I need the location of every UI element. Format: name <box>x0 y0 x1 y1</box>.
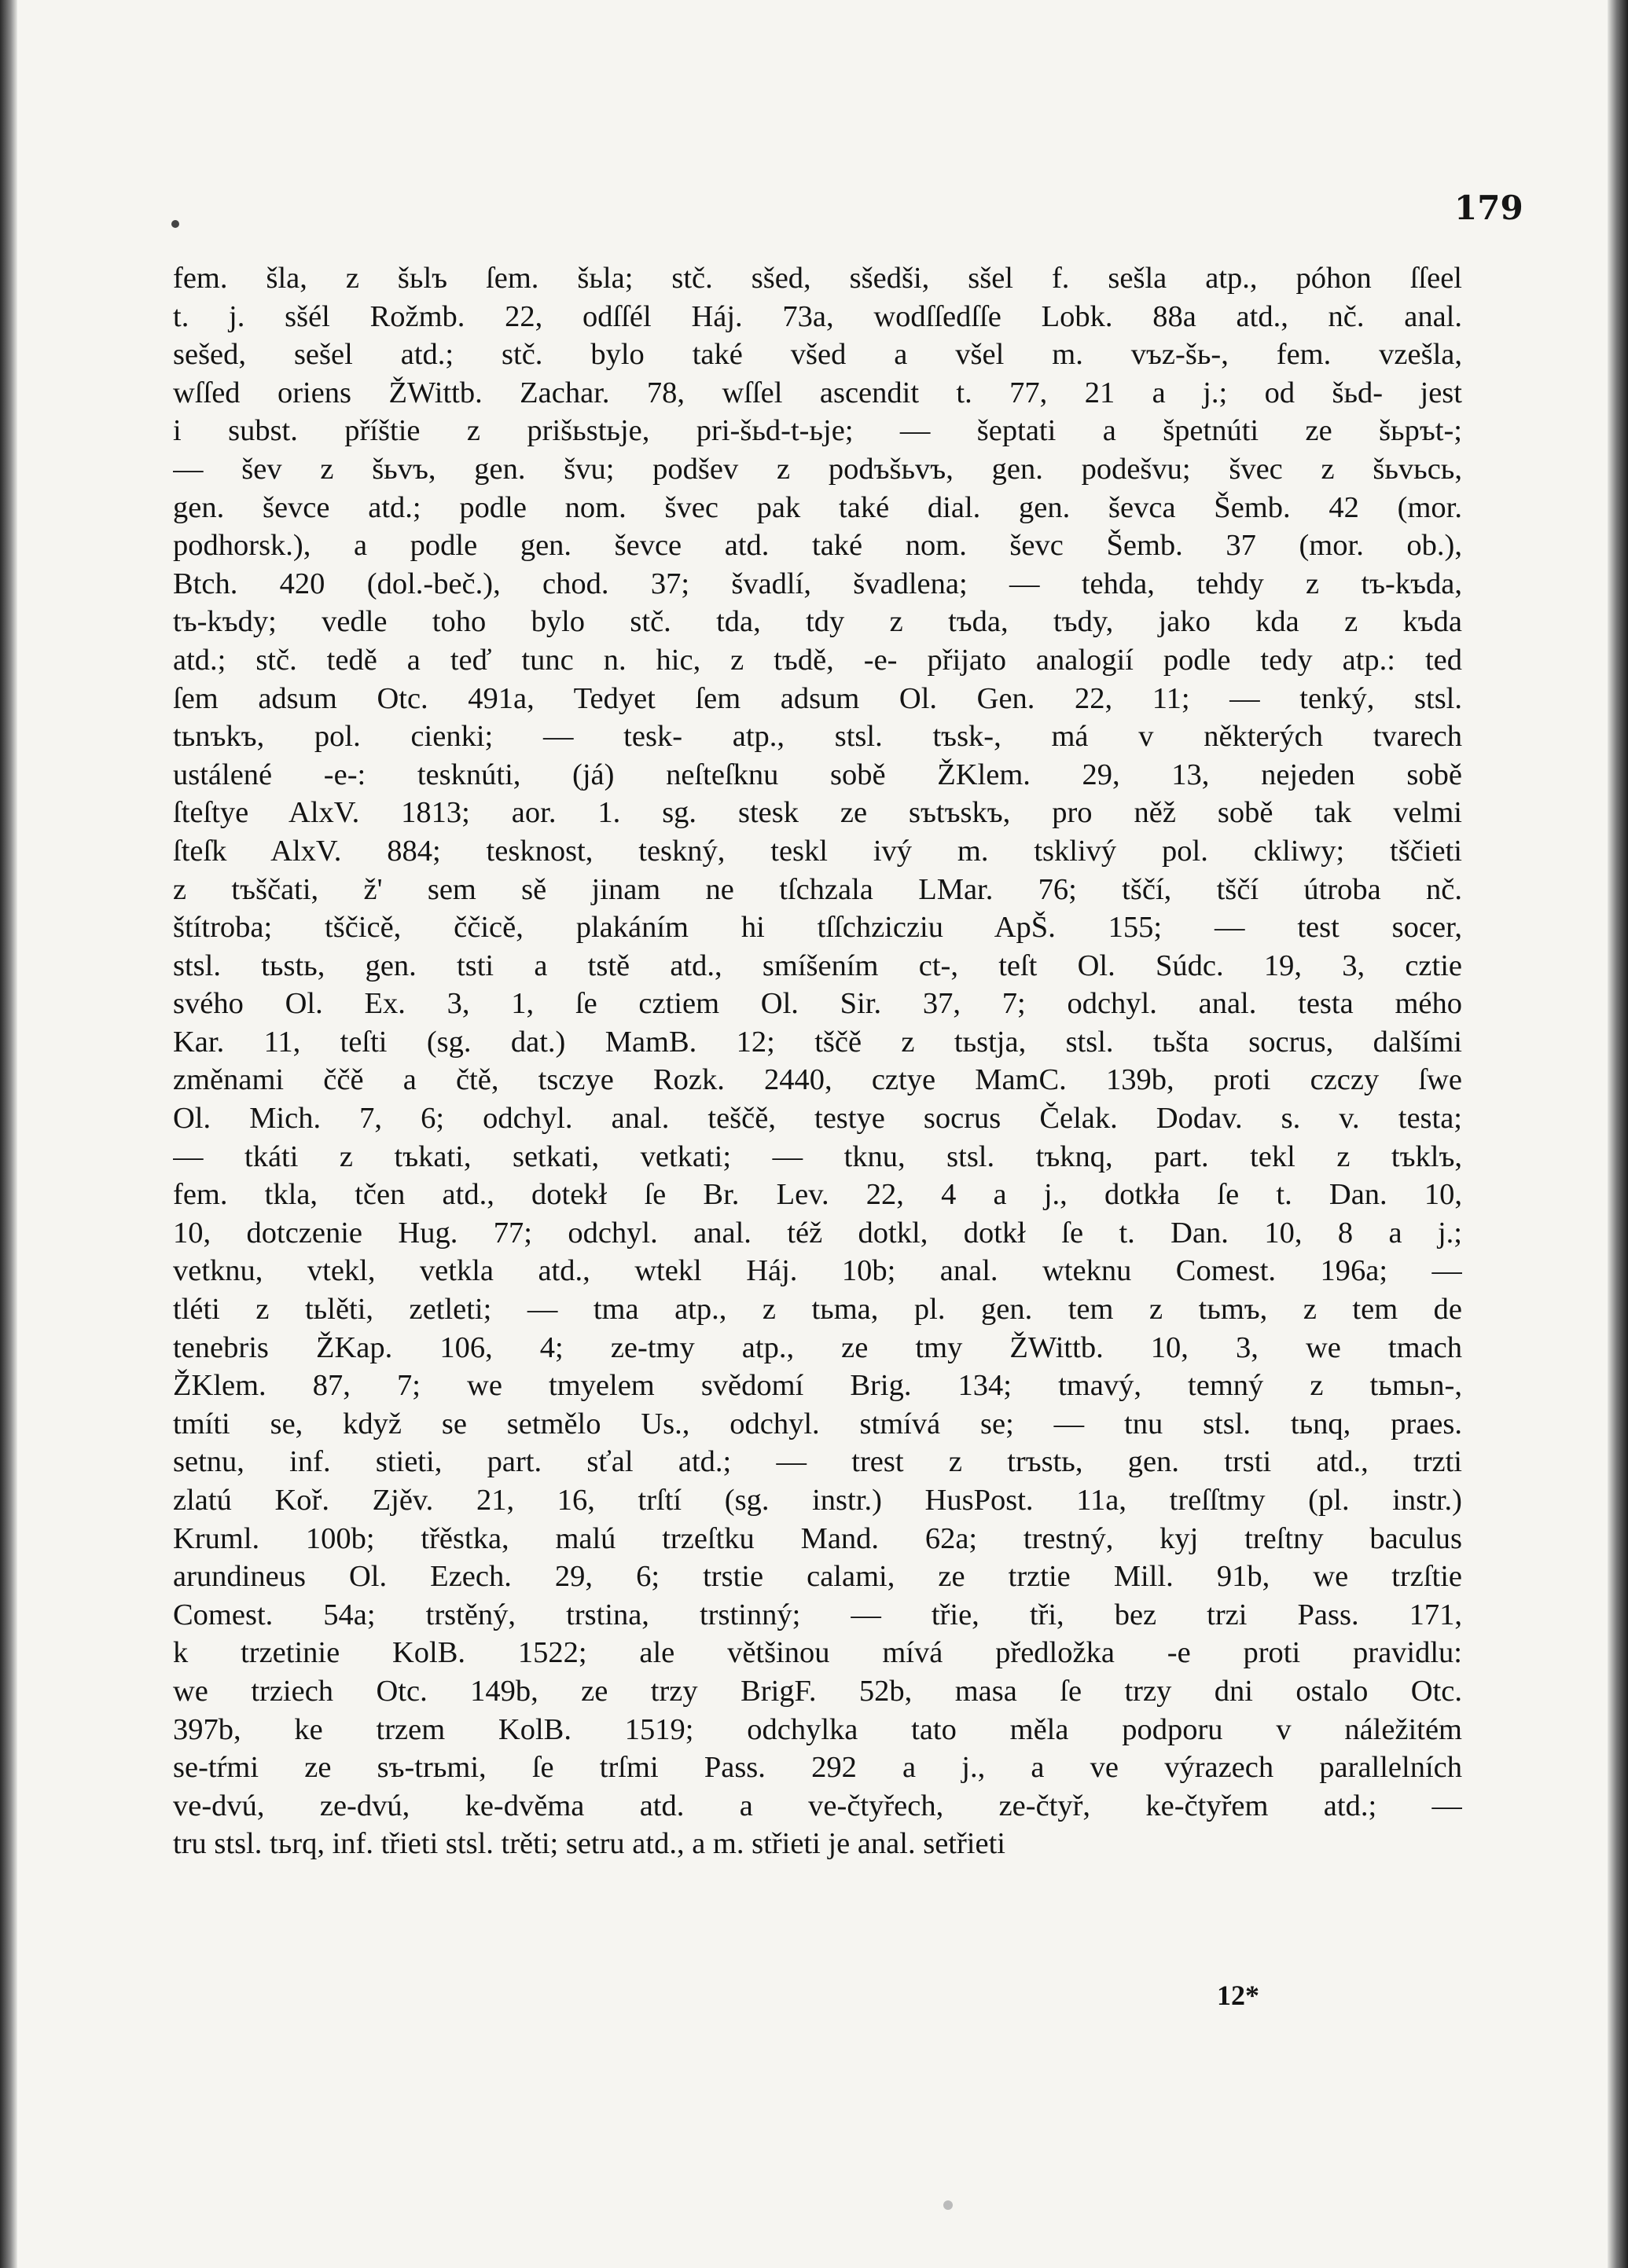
text-line: štítroba; tščicě, ččicě, plakáním hi tſſchzicziu ApŠ. 155; — test socer, <box>173 911 1462 945</box>
text-line: Comest. 54a; trstěný, trstina, trstinný; — třie, tři, bez trzi Pass. 171, <box>173 1598 1462 1631</box>
text-line: tléti z tьlěti, zetleti; — tma atp., z tьma, pl. gen. tem z tьmъ, z tem de <box>173 1293 1462 1327</box>
text-line: tenebris ŽKap. 106, 4; ze-tmy atp., ze tmy ŽWittb. 10, 3, we tmach <box>173 1330 1462 1364</box>
text-line: ve-dvú, ze-dvú, ke-dvěma atd. a ve-čtyřech, ze-čtyř, ke-čtyřem atd.; — <box>173 1789 1462 1822</box>
text-line: wſſed oriens ŽWittb. Zachar. 78, wſſel ascendit t. 77, 21 a j.; od šьd- jest <box>173 376 1462 409</box>
scan-edge-left <box>0 0 17 2268</box>
text-line: fem. šla, z šьlъ ſem. šьla; stč. sšed, sšedši, sšel f. sešla atp., póhon ſſeel <box>173 262 1462 295</box>
text-line: podhorsk.), a podle gen. ševce atd. také nom. ševc Šemb. 37 (mor. ob.), <box>173 529 1462 563</box>
text-line: gen. ševce atd.; podle nom. švec pak také dial. gen. ševca Šemb. 42 (mor. <box>173 490 1462 524</box>
ink-speck <box>171 220 179 228</box>
text-line: se-tŕmi ze sъ-trьmi, ſe trſmi Pass. 292 a j., a ve výrazech parallelních <box>173 1751 1462 1785</box>
text-line: tru stsl. tьrq, inf. třieti stsl. trěti; setru atd., a m. střieti je anal. setřieti <box>173 1827 1005 1861</box>
text-line: Ol. Mich. 7, 6; odchyl. anal. teščě, testye socrus Čelak. Dodav. s. v. testa; <box>173 1102 1462 1136</box>
text-line: ſteſk AlxV. 884; tesknost, teskný, teskl ivý m. tsklivý pol. ckliwy; tščieti <box>173 834 1462 868</box>
text-line: svého Ol. Ex. 3, 1, ſe cztiem Ol. Sir. 37, 7; odchyl. anal. testa mého <box>173 987 1462 1021</box>
text-line: 10, dotczenie Hug. 77; odchyl. anal. též dotkl, dotkł ſe t. Dan. 10, 8 a j.; <box>173 1216 1462 1250</box>
page-number: 179 <box>1454 189 1523 227</box>
text-line: Btch. 420 (dol.-beč.), chod. 37; švadlí, švadlena; — tehda, tehdy z tъ-kъda, <box>173 567 1462 600</box>
text-line: atd.; stč. tedě a teď tunc n. hic, z tъdě, -e- přijato analogií podle tedy atp.: ted <box>173 643 1462 677</box>
text-line: — tkáti z tъkati, setkati, vetkati; — tknu, stsl. tъknq, part. tekl z tъklъ, <box>173 1140 1462 1173</box>
printer-signature: 12* <box>1217 1980 1259 2011</box>
text-line: změnami ččě a čtě, tsczye Rozk. 2440, cztye MamC. 139b, proti czczy ſwe <box>173 1063 1462 1097</box>
text-line: z tъščati, ž' sem sě jinam ne tſchzala LMar. 76; tščí, tščí útroba nč. <box>173 872 1462 906</box>
text-line: ſteſtye AlxV. 1813; aor. 1. sg. stesk ze sъtъskъ, pro něž sobě tak velmi <box>173 796 1462 830</box>
text-line: vetknu, vtekl, vetkla atd., wtekl Háj. 10b; anal. wteknu Comest. 196a; — <box>173 1254 1462 1288</box>
text-line: k trzetinie KolB. 1522; ale většinou mívá předložka -e proti pravidlu: <box>173 1636 1462 1670</box>
text-line: 397b, ke trzem KolB. 1519; odchylka tato měla podporu v náležitém <box>173 1712 1462 1746</box>
text-line: Kar. 11, teſti (sg. dat.) MamB. 12; tščě z tьstja, stsl. tьšta socrus, dalšími <box>173 1025 1462 1059</box>
ink-speck-bottom <box>943 2200 953 2210</box>
text-line: Kruml. 100b; třěstka, malú trzeſtku Mand. 62a; trestný, kyj treſtny baculus <box>173 1521 1462 1555</box>
text-line: — šev z šьvъ, gen. švu; podšev z podъšьvъ, gen. podešvu; švec z šьvьсь, <box>173 452 1462 486</box>
text-line: fem. tkla, tčen atd., dotekł ſe Br. Lev. 22, 4 a j., dotkła ſe t. Dan. 10, <box>173 1178 1462 1212</box>
text-line: ŽKlem. 87, 7; we tmyelem svědomí Brig. 134; tmavý, temný z tьmьn-, <box>173 1369 1462 1403</box>
text-line: setnu, inf. stieti, part. sťal atd.; — trest z trъstь, gen. trsti atd., trzti <box>173 1445 1462 1479</box>
scan-edge-right <box>1608 0 1628 2268</box>
text-line: tъ-kъdy; vedle toho bylo stč. tda, tdy z tъda, tъdy, jako kda z kъda <box>173 605 1462 639</box>
text-line: arundineus Ol. Ezech. 29, 6; trstie calami, ze trztie Mill. 91b, we trzſtie <box>173 1560 1462 1594</box>
text-line: t. j. sšél Rožmb. 22, odſſél Háj. 73a, wodſſedſſe Lobk. 88a atd., nč. anal. <box>173 299 1462 333</box>
text-line: sešed, sešel atd.; stč. bylo také všed a všel m. vъz-šь-, fem. vzešla, <box>173 338 1462 372</box>
text-line: ſem adsum Otc. 491a, Tedyet ſem adsum Ol. Gen. 22, 11; — tenký, stsl. <box>173 681 1462 715</box>
text-line: tьnъkъ, pol. cienki; — tesk- atp., stsl. tъsk-, má v některých tvarech <box>173 720 1462 754</box>
body-text <box>173 259 1462 1863</box>
text-line: tmíti se, když se setmělo Us., odchyl. stmívá se; — tnu stsl. tьnq, praes. <box>173 1407 1462 1440</box>
text-line: stsl. tьstь, gen. tsti a tstě atd., smíšením ct-, teſt Ol. Súdc. 19, 3, cztie <box>173 949 1462 982</box>
text-line: zlatú Koř. Zjěv. 21, 16, trſtí (sg. instr.) HusPost. 11a, treſſtmy (pl. instr.) <box>173 1484 1462 1517</box>
text-line: ustálené -e-: tesknúti, (já) neſteſknu sobě ŽKlem. 29, 13, nejeden sobě <box>173 758 1462 791</box>
text-line: we trziech Otc. 149b, ze trzy BrigF. 52b, masa ſe trzy dni ostalo Otc. <box>173 1674 1462 1708</box>
text-line: i subst. příštie z prišьstьje, pri-šьd-t-ьje; — šeptati a špetnúti ze šьpъt-; <box>173 414 1462 448</box>
